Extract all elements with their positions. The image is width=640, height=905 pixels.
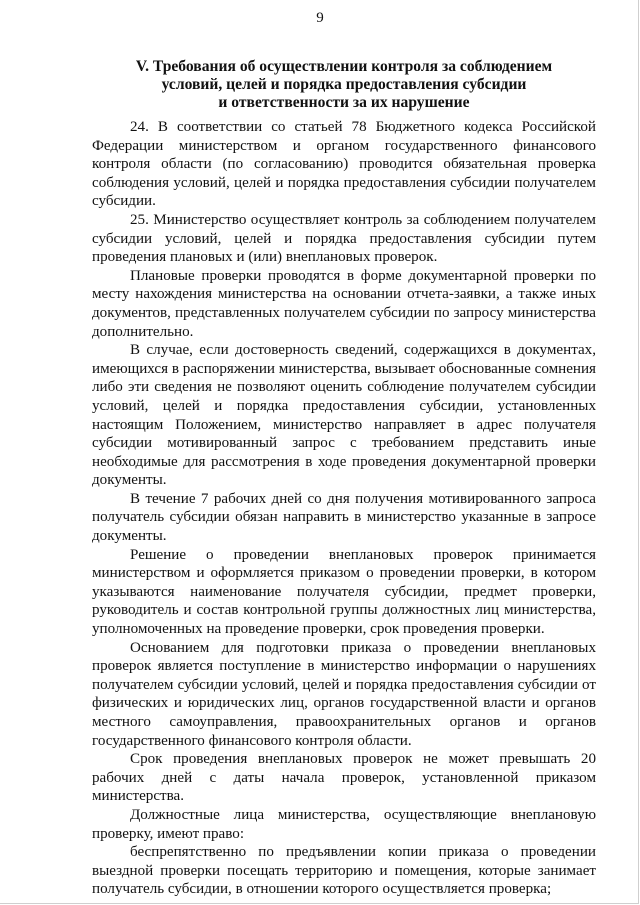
- section-heading-line: и ответственности за их нарушение: [218, 94, 470, 111]
- paragraph-unplanned-term: Срок проведения внеплановых проверок не может превышать 20 рабочих дней с даты начала проверок, установленной приказом министерства.: [92, 751, 596, 805]
- paragraph-officials-rights: Должностные лица министерства, осуществляющие внеплановую проверку, имеют право:: [92, 806, 596, 842]
- paragraph-25: 25. Министерство осуществляет контроль за соблюдением получателем субсидии условий, целей и порядка предоставления субсидии путем проведения плановых и (или) внеплановых проверок.: [92, 211, 596, 266]
- paragraph-24: 24. В соответствии со статьей 78 Бюджетного кодекса Российской Федерации министерством и органом государственного финансового контроля области (по согласованию) проводится обязательная проверка соблюдения условий, целей и порядка предоставления субсидии получателем субсидии.: [92, 119, 596, 210]
- paragraph-unplanned-decision: Решение о проведении внеплановых проверок принимается министерством и оформляется приказом о проведении проверки, в котором указываются наименование получателя субсидии, предмет проверки, руководитель и состав контрольной группы должностных лиц министерства, уполномоченных на проведение проверки, срок проведения проверки.: [92, 546, 596, 638]
- section-heading-line: условий, целей и порядка предоставления субсидии: [161, 76, 527, 93]
- paragraph-site-access: беспрепятственно по предъявлении копии приказа о проведении выездной проверки посещать территорию и помещения, которые занимает получатель субсидии, в отношении которого осуществляется проверка;: [92, 844, 596, 898]
- paragraph-planned-checks: Плановые проверки проводятся в форме документарной проверки по месту нахождения министерства на основании отчета-заявки, а также иных документов, представленных получателем субсидии по запросу министерства дополнительно.: [92, 267, 596, 340]
- section-heading: [92, 58, 596, 112]
- paragraph-unplanned-grounds: Основанием для подготовки приказа о проведении внеплановых проверок является поступление в министерство информации о нарушениях получателем субсидии условий, целей и порядка предоставления субсидии от физических и юридических лиц, органов государственной власти и органов местного самоуправления, правоохранительных органов и органов государственного финансового контроля области.: [92, 639, 596, 749]
- page-number: 9: [316, 10, 324, 26]
- paragraph-doubtful-info: В случае, если достоверность сведений, содержащихся в документах, имеющихся в распоряжении министерства, вызывает обоснованные сомнения либо эти сведения не позволяют оценить соблюдение получателем субсидии условий, целей и порядка предоставления субсидии, установленных настоящим Положением, министерство направляет в адрес получателя субсидии мотивированный запрос с требованием представить иные необходимые для рассмотрения в ходе проведения документарной проверки документы.: [92, 342, 596, 489]
- document-body: [92, 118, 596, 899]
- paragraph-response-deadline: В течение 7 рабочих дней со дня получения мотивированного запроса получатель субсидии обязан направить в министерство указанные в запросе документы.: [92, 490, 596, 545]
- section-heading-line: V. Требования об осуществлении контроля за соблюдением: [135, 58, 553, 75]
